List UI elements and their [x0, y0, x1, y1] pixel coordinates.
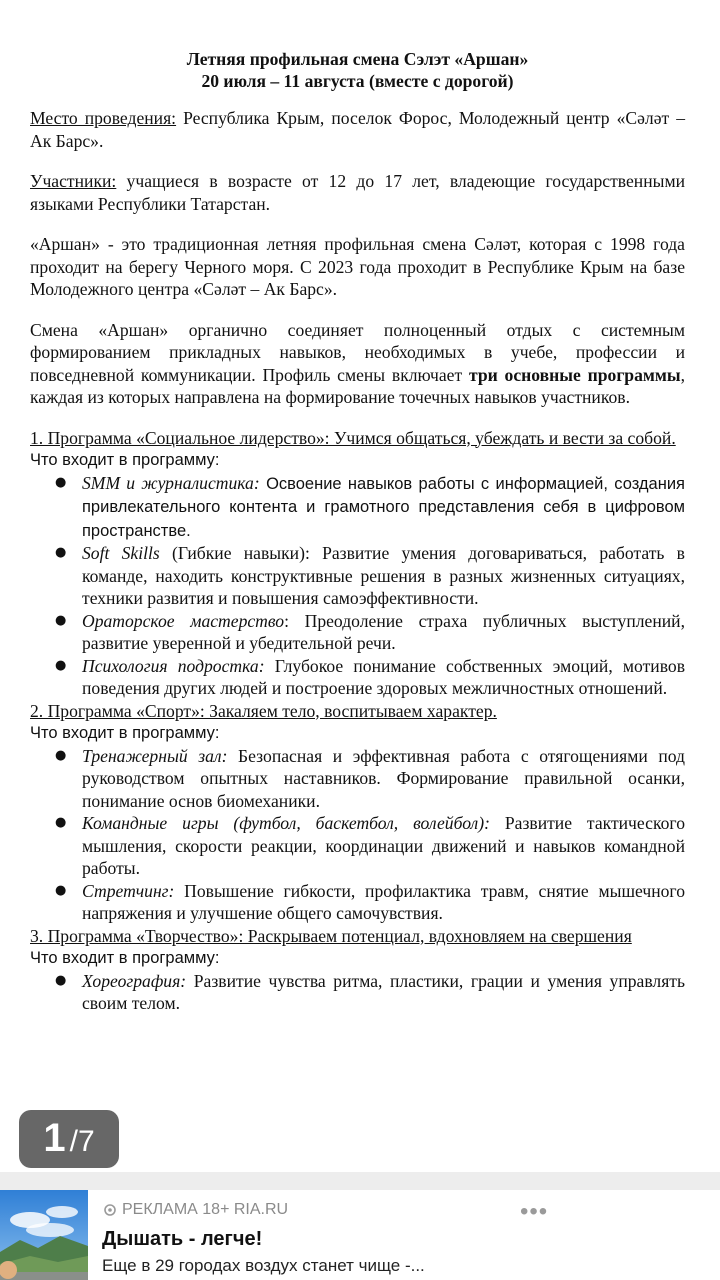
program-1	[30, 427, 685, 700]
item-term: Ораторское мастерство	[82, 610, 285, 631]
item-text: Глубокое понимание собственных эмоций, мотивов поведения других людей и построение здоровых межличностных отношений.	[82, 655, 686, 698]
list-item	[82, 970, 685, 1015]
item-term: Тренажерный зал:	[82, 745, 228, 766]
feed-divider	[0, 1172, 720, 1190]
page-current: 1	[43, 1116, 66, 1160]
item-term: SMM и журналистика:	[82, 472, 260, 493]
participants-label: Участники:	[30, 171, 117, 191]
program-list	[30, 745, 685, 925]
profile-text-a: Смена «Аршан» органично соединяет полноценный отдых с системным формированием прикладных навыков, необходимых в учебе, профессии и повседневной коммуникации. Профиль смены включает	[30, 319, 685, 385]
page-total: /7	[69, 1125, 95, 1158]
list-item	[82, 655, 685, 700]
item-text: Развитие чувства ритма, пластики, грации и умения управлять своим телом.	[82, 970, 685, 1013]
program-list	[30, 472, 685, 700]
ad-thumbnail[interactable]	[0, 1190, 88, 1280]
program-list	[30, 970, 685, 1015]
participants-text: учащиеся в возрасте от 12 до 17 лет, владеющие государственными языками Республики Татарстан.	[30, 171, 685, 214]
includes-label: Что входит в программу:	[30, 724, 220, 742]
place-label: Место проведения:	[30, 108, 177, 128]
program-heading: 2. Программа «Спорт»: Закаляем тело, воспитываем характер.	[30, 700, 497, 721]
landscape-image	[0, 1190, 88, 1280]
list-item	[82, 812, 685, 880]
list-item	[82, 542, 685, 610]
item-text: Безопасная и эффективная работа с отягощениями под руководством опытных наставников. Формирование правильной осанки, понимание основ биомеханики.	[82, 745, 686, 811]
ad-label: РЕКЛАМА 18+ RIA.RU	[122, 1201, 289, 1218]
item-term: Стретчинг:	[82, 880, 175, 901]
place-text: Республика Крым, поселок Форос, Молодежный центр «Сәләт – Ак Барс».	[30, 108, 685, 151]
place-paragraph	[30, 107, 685, 152]
title-line-2: 20 июля – 11 августа (вместе с дорогой)	[201, 71, 514, 91]
includes-label: Что входит в программу:	[30, 451, 220, 469]
list-item	[82, 472, 685, 543]
list-item	[82, 610, 685, 655]
document-title	[30, 48, 685, 92]
list-item	[82, 880, 685, 925]
profile-paragraph	[30, 319, 685, 409]
profile-bold: три основные программы	[468, 364, 681, 385]
includes-label: Что входит в программу:	[30, 949, 220, 967]
program-2	[30, 700, 685, 925]
item-term: Психология подростка:	[82, 655, 265, 676]
program-3	[30, 925, 685, 1015]
ad-icon	[104, 1204, 116, 1216]
ad-title[interactable]: Дышать - легче!	[102, 1228, 263, 1250]
list-item	[82, 745, 685, 813]
item-term: Хореография:	[82, 970, 187, 991]
program-heading: 1. Программа «Социальное лидерство»: Учимся общаться, убеждать и вести за собой.	[30, 427, 676, 448]
item-term: Soft Skills	[82, 543, 160, 563]
item-text: Повышение гибкости, профилактика травм, снятие мышечного напряжения и улучшение общего самочувствия.	[82, 880, 685, 923]
more-options-icon[interactable]: •••	[520, 1198, 549, 1225]
item-text: Освоение навыков работы с информацией, создания привлекательного контента и грамотного представления себя в цифровом пространстве.	[82, 474, 685, 540]
ad-meta	[104, 1201, 288, 1219]
title-line-1: Летняя профильная смена Сэлэт «Аршан»	[186, 49, 529, 69]
profile-text-b: , каждая из которых направлена на формирование точечных навыков участников.	[30, 364, 685, 407]
program-heading: 3. Программа «Творчество»: Раскрываем потенциал, вдохновляем на свершения	[30, 925, 632, 946]
document-content	[30, 48, 685, 1015]
item-text: : Преодоление страха публичных выступлений, развитие уверенной и убедительной речи.	[82, 610, 685, 653]
ad-banner[interactable]	[0, 1190, 720, 1280]
item-text: (Гибкие навыки): Развитие умения договариваться, работать в команде, находить конструктивные решения в разных жизненных ситуациях, техники развития и повышения самоэффективности.	[82, 543, 685, 608]
item-text: Развитие тактического мышления, скорости реакции, координации движений и навыков командной работы.	[82, 813, 685, 878]
ad-description[interactable]: Еще в 29 городах воздух станет чище -...	[102, 1256, 425, 1275]
item-term: Командные игры (футбол, баскетбол, волейбол):	[82, 813, 490, 833]
participants-paragraph	[30, 170, 685, 215]
intro-paragraph: «Аршан» - это традиционная летняя профильная смена Сәләт, которая с 1998 года проходит на берегу Черного моря. С 2023 года проходит в Республике Крым на базе Молодежного центра «Сәләт – Ак Барс».	[30, 234, 685, 299]
page-counter	[19, 1110, 119, 1168]
